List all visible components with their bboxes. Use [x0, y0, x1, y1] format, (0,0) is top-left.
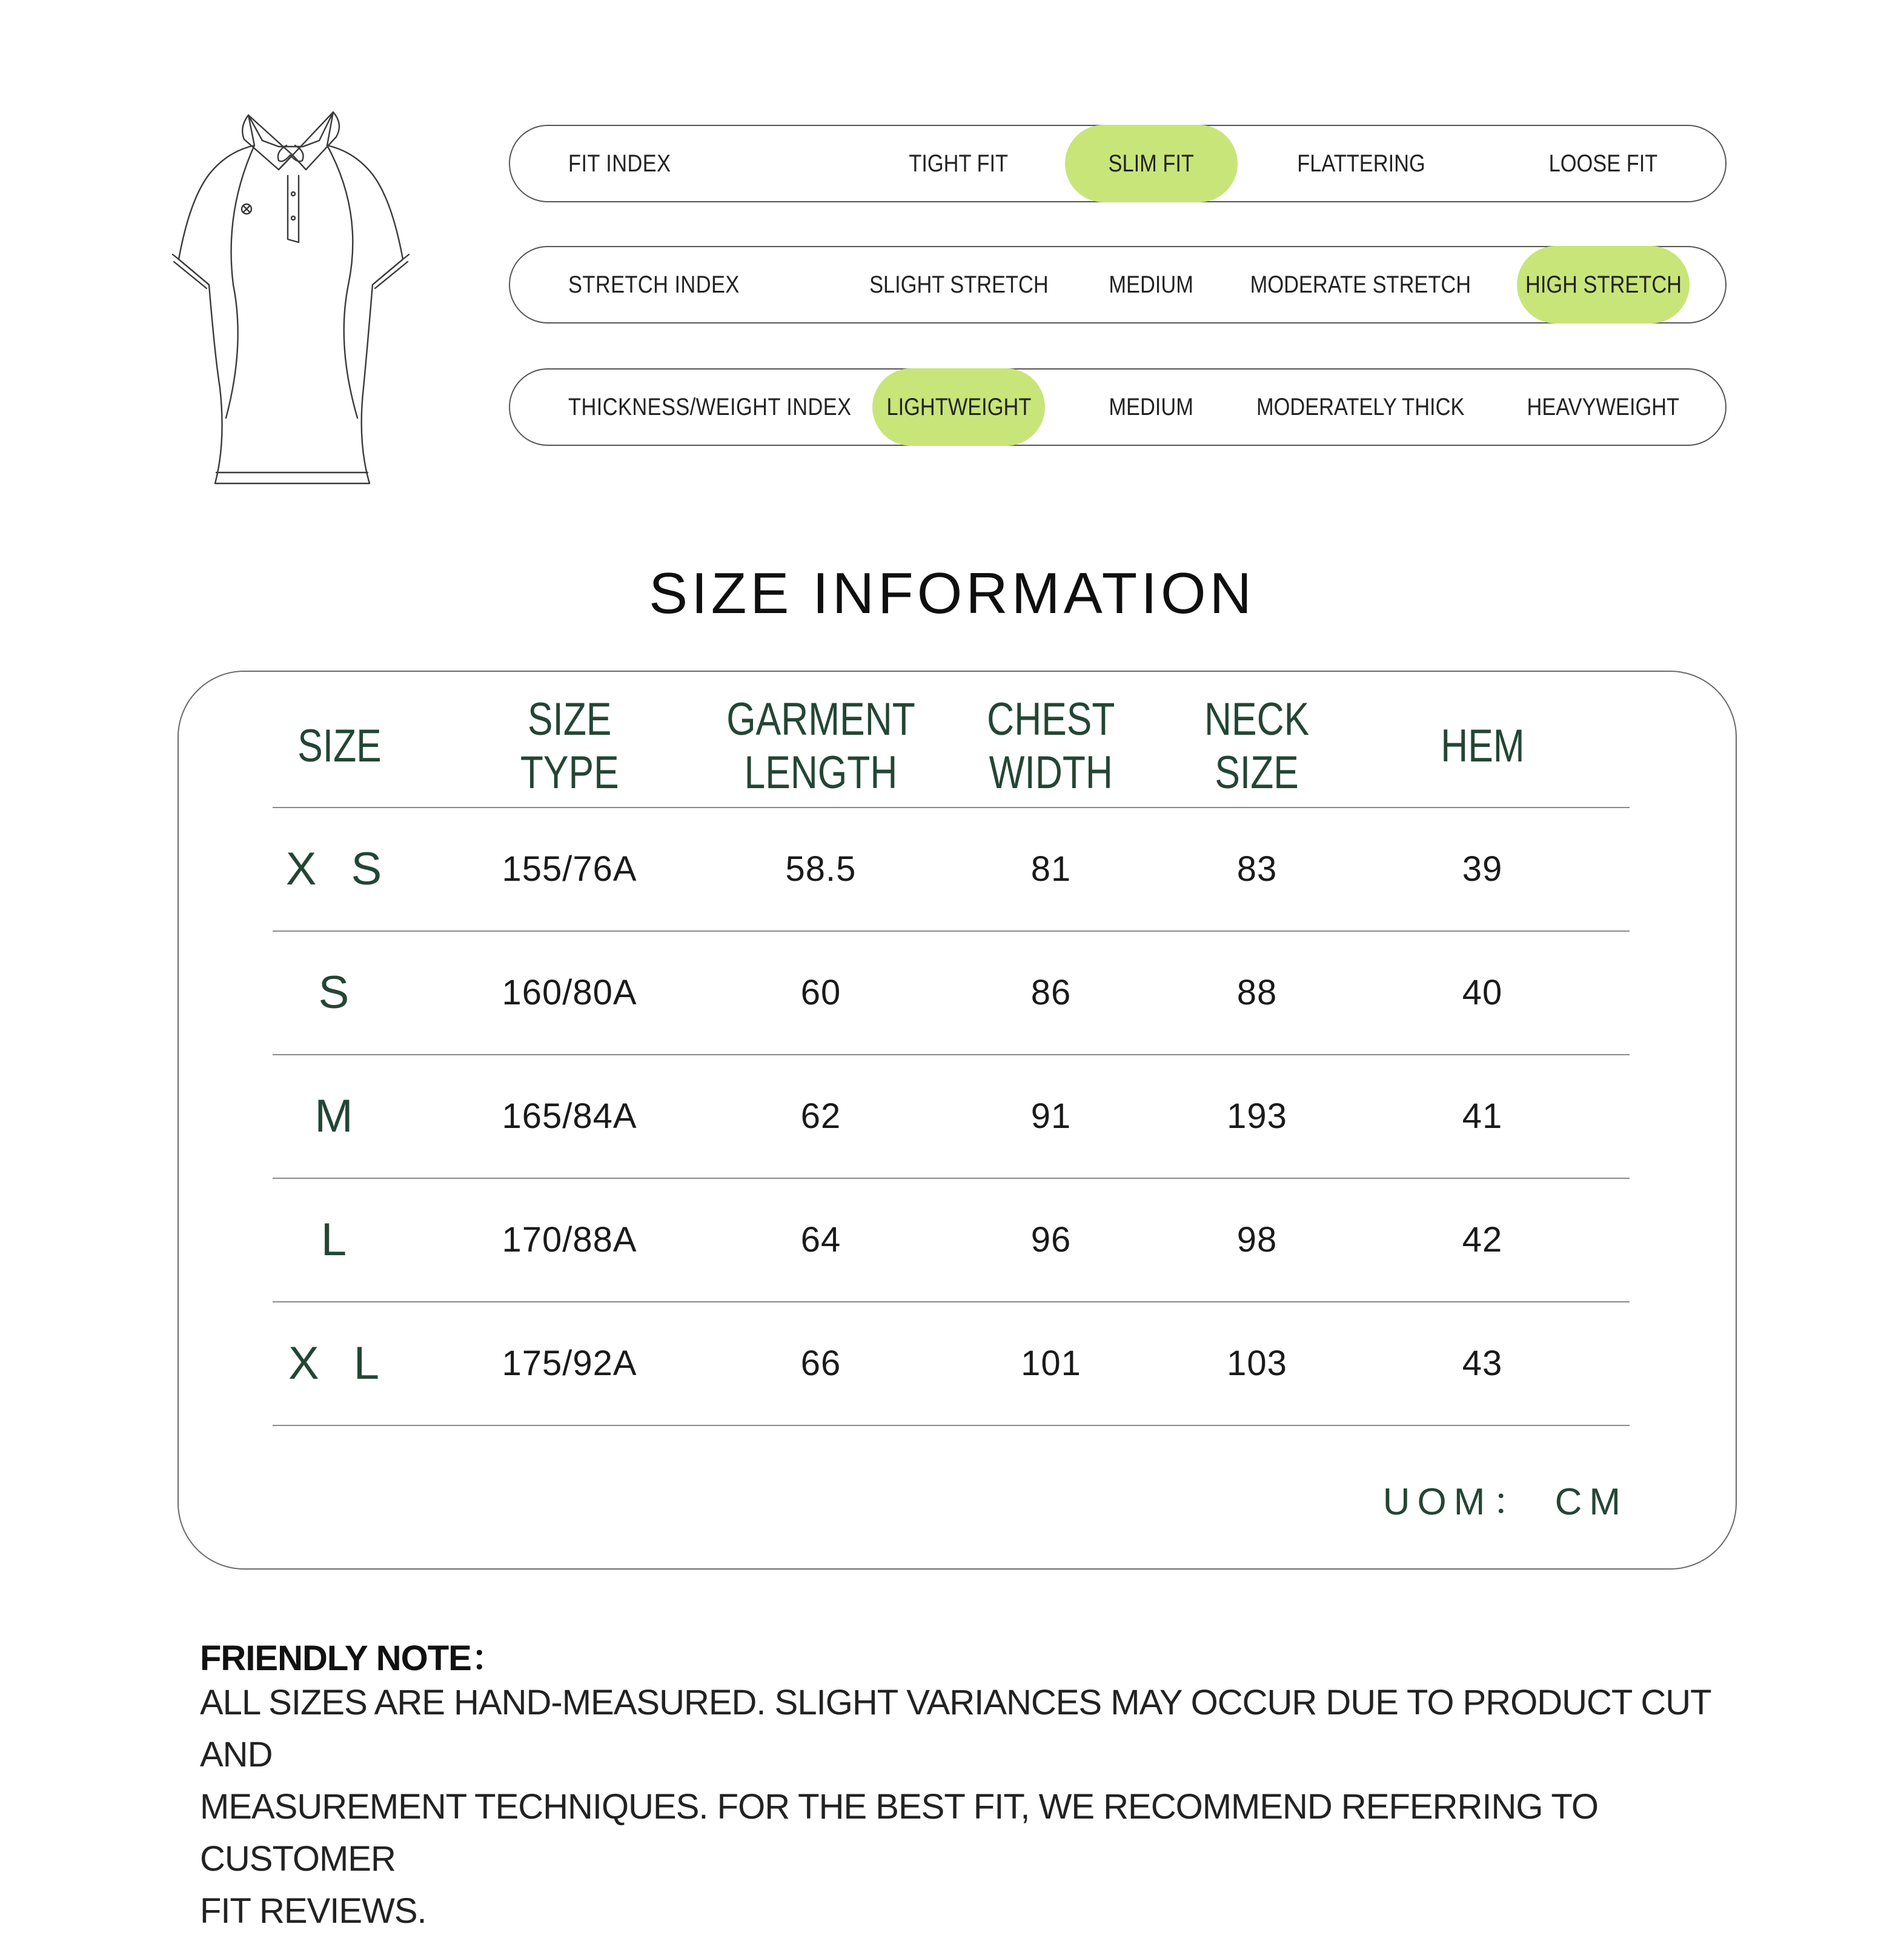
page-title: SIZE INFORMATION — [649, 561, 1255, 626]
size-table-card — [177, 671, 1737, 1570]
stretch-index-label: STRETCH INDEX — [568, 271, 740, 298]
cell-neck-size: 193 — [1227, 1096, 1287, 1136]
thickness-option-medium: MEDIUM — [1109, 393, 1194, 420]
column-header-size — [224, 672, 454, 820]
note-line: ALL SIZES ARE HAND-MEASURED. SLIGHT VARIANCES MAY OCCUR DUE TO PRODUCT CUT AND — [200, 1683, 1711, 1774]
column-header-line: SIZE — [527, 693, 612, 745]
cell-hem: 41 — [1462, 1096, 1503, 1136]
unit-of-measure: UOM： CM — [1382, 1481, 1628, 1523]
cell-chest-width: 101 — [1021, 1343, 1081, 1383]
column-header-line: NECK — [1204, 693, 1310, 745]
note-line: FIT REVIEWS. — [200, 1891, 426, 1931]
row-divider — [273, 1425, 1630, 1426]
note-line: MEASUREMENT TECHNIQUES. FOR THE BEST FIT, WE RECOMMEND REFERRING TO CUSTOMER — [200, 1787, 1599, 1879]
stretch-option-slight: SLIGHT STRETCH — [869, 271, 1049, 298]
cell-size: S — [318, 966, 360, 1018]
stretch-index-bar — [509, 246, 1727, 323]
cell-hem: 39 — [1462, 849, 1503, 889]
column-header-size-type — [454, 672, 685, 820]
thickness-option-moderately-thick: MODERATELY THICK — [1256, 393, 1465, 420]
note-body — [200, 1677, 1751, 1937]
column-header-neck-size — [1142, 672, 1372, 820]
note-title: FRIENDLY NOTE： — [200, 1639, 506, 1678]
cell-size: L — [320, 1213, 358, 1265]
cell-neck-size: 83 — [1236, 849, 1278, 889]
cell-size: X L — [288, 1337, 391, 1389]
column-header-line: HEM — [1440, 720, 1525, 772]
cell-chest-width: 81 — [1030, 849, 1072, 889]
column-header-garment-length — [706, 672, 936, 820]
cell-size: X S — [285, 843, 393, 895]
column-header-line: CHEST — [987, 693, 1115, 745]
column-header-line: SIZE — [297, 720, 382, 772]
thickness-index-bar — [509, 368, 1727, 446]
row-divider — [273, 807, 1630, 808]
stretch-option-moderate: MODERATE STRETCH — [1250, 271, 1471, 298]
row-divider — [273, 1054, 1630, 1055]
cell-size-type: 155/76A — [502, 849, 637, 889]
thickness-index-label: THICKNESS/WEIGHT INDEX — [568, 393, 852, 420]
cell-size-type: 165/84A — [502, 1096, 637, 1136]
fit-option-slim-fit: SLIM FIT — [1065, 125, 1238, 202]
column-header-line: LENGTH — [744, 746, 898, 798]
column-header-line: WIDTH — [989, 746, 1113, 798]
stretch-option-high: HIGH STRETCH — [1517, 246, 1690, 323]
cell-size: M — [314, 1090, 364, 1142]
thickness-option-lightweight: LIGHTWEIGHT — [872, 368, 1045, 446]
column-header-line: TYPE — [520, 746, 619, 798]
fit-option-flattering: FLATTERING — [1296, 150, 1425, 177]
cell-chest-width: 91 — [1030, 1096, 1072, 1136]
cell-hem: 43 — [1462, 1343, 1503, 1383]
cell-neck-size: 103 — [1227, 1343, 1287, 1383]
cell-size-type: 170/88A — [502, 1219, 637, 1259]
cell-size-type: 175/92A — [502, 1343, 637, 1383]
cell-chest-width: 96 — [1030, 1219, 1072, 1259]
fit-index-label: FIT INDEX — [568, 150, 671, 177]
stretch-option-medium: MEDIUM — [1109, 271, 1194, 298]
row-divider — [273, 1178, 1630, 1179]
cell-hem: 42 — [1462, 1219, 1503, 1259]
column-header-line: SIZE — [1215, 746, 1299, 798]
column-header-hem — [1367, 672, 1597, 820]
cell-size-type: 160/80A — [502, 972, 637, 1012]
fit-option-loose-fit: LOOSE FIT — [1548, 150, 1658, 177]
cell-garment-length: 64 — [800, 1219, 841, 1259]
cell-neck-size: 98 — [1236, 1219, 1278, 1259]
cell-garment-length: 60 — [800, 972, 841, 1012]
cell-garment-length: 62 — [800, 1096, 841, 1136]
fit-option-tight-fit: TIGHT FIT — [909, 150, 1009, 177]
fit-index-bar — [509, 125, 1727, 202]
cell-chest-width: 86 — [1030, 972, 1072, 1012]
cell-hem: 40 — [1462, 972, 1503, 1012]
column-header-chest-width — [936, 672, 1166, 820]
polo-shirt-illustration — [154, 103, 427, 491]
thickness-option-heavyweight: HEAVYWEIGHT — [1527, 393, 1680, 420]
row-divider — [273, 930, 1630, 932]
cell-garment-length: 66 — [800, 1343, 841, 1383]
cell-garment-length: 58.5 — [785, 849, 857, 889]
row-divider — [273, 1301, 1630, 1302]
column-header-line: GARMENT — [726, 693, 915, 745]
cell-neck-size: 88 — [1236, 972, 1278, 1012]
